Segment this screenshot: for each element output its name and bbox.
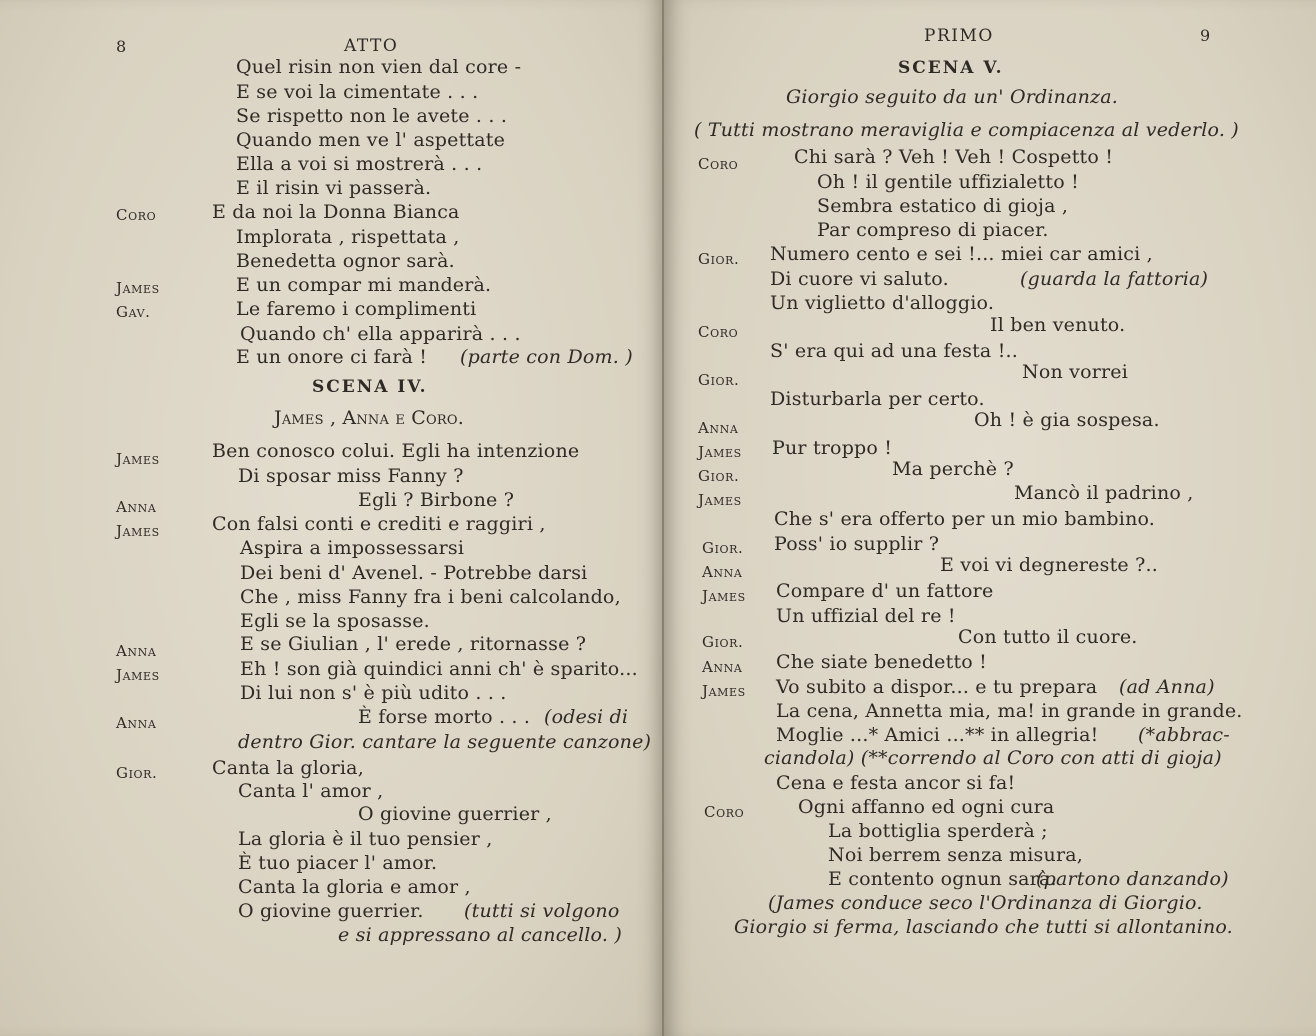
verse-line: Poss' io supplir ?: [774, 533, 940, 555]
verse-line: E contento ognun sarà.: [828, 868, 1057, 890]
verse-line: Che s' era offerto per un mio bambino.: [774, 508, 1156, 530]
speaker-label: Coro: [116, 206, 157, 224]
verse-line: Quando men ve l' aspettate: [236, 129, 506, 151]
verse-line: E se Giulian , l' erede , ritornasse ?: [240, 633, 587, 655]
right-page: [664, 0, 1316, 1036]
verse-line: Ma perchè ?: [892, 458, 1014, 480]
verse-line: È forse morto . . .: [358, 706, 531, 728]
page-number: 9: [1200, 26, 1211, 45]
verse-line: E da noi la Donna Bianca: [212, 201, 460, 223]
speaker-label: Gior.: [702, 539, 744, 557]
speaker-label: Gior.: [698, 467, 740, 485]
speaker-label: Coro: [704, 803, 745, 821]
verse-line: Dei beni d' Avenel. - Potrebbe darsi: [240, 562, 588, 584]
verse-line: Cena e festa ancor si fa!: [776, 772, 1016, 794]
speaker-label: James: [702, 587, 746, 605]
stage-direction: (parte con Dom. ): [460, 346, 633, 368]
speaker-label: James: [702, 682, 746, 700]
verse-line: O giovine guerrier ,: [358, 803, 552, 825]
verse-line: E voi vi degnereste ?..: [940, 554, 1158, 576]
speaker-label: James: [698, 443, 742, 461]
verse-line: Par compreso di piacer.: [817, 219, 1049, 241]
verse-line: Mancò il padrino ,: [1014, 482, 1194, 504]
verse-line: Compare d' un fattore: [776, 580, 994, 602]
verse-line: Ella a voi si mostrerà . . .: [236, 153, 483, 175]
speaker-label: Anna: [116, 498, 157, 516]
speaker-label: Anna: [116, 642, 157, 660]
stage-direction: (odesi di: [544, 706, 629, 728]
speaker-label: James: [116, 522, 160, 540]
verse-line: Quel risin non vien dal core -: [236, 56, 522, 78]
speaker-label: James: [116, 279, 160, 297]
stage-direction: (partono danzando): [1036, 868, 1229, 890]
verse-line: Noi berrem senza misura,: [828, 844, 1083, 866]
verse-line: Che siate benedetto !: [776, 651, 988, 673]
speaker-label: Coro: [698, 155, 739, 173]
verse-line: Di lui non s' è più udito . . .: [240, 682, 507, 704]
speaker-label: Gior.: [698, 250, 740, 268]
speaker-label: Anna: [116, 714, 157, 732]
stage-direction: (tutti si volgono: [464, 900, 620, 922]
speaker-label: James: [116, 666, 160, 684]
speaker-label: Gior.: [116, 764, 158, 782]
scene-characters: James , Anna e Coro.: [274, 407, 464, 429]
verse-line: Egli ? Birbone ?: [358, 489, 515, 511]
verse-line: Ben conosco colui. Egli ha intenzione: [212, 440, 580, 462]
speaker-label: James: [698, 491, 742, 509]
stage-direction: (guarda la fattoria): [1020, 268, 1209, 290]
verse-line: Aspira a impossessarsi: [240, 537, 465, 559]
stage-direction: (ad Anna): [1119, 676, 1215, 698]
verse-line: Disturbarla per certo.: [770, 388, 985, 410]
scene-characters: Giorgio seguito da un' Ordinanza.: [786, 86, 1119, 108]
verse-line: Di sposar miss Fanny ?: [238, 465, 464, 487]
speaker-label: Coro: [698, 323, 739, 341]
verse-line: Canta la gloria e amor ,: [238, 876, 471, 898]
verse-line: È tuo piacer l' amor.: [238, 852, 438, 874]
speaker-label: Anna: [698, 419, 739, 437]
speaker-label: James: [116, 450, 160, 468]
stage-direction: ( Tutti mostrano meraviglia e compiacenza al vederlo. ): [694, 119, 1239, 141]
verse-line: O giovine guerrier.: [238, 900, 424, 922]
verse-line: E il risin vi passerà.: [236, 177, 432, 199]
verse-line: Che , miss Fanny fra i beni calcolando,: [240, 586, 621, 608]
verse-line: Implorata , rispettata ,: [236, 226, 460, 248]
verse-line: Eh ! son già quindici anni ch' è sparito...: [240, 658, 638, 680]
verse-line: Canta l' amor ,: [238, 780, 384, 802]
speaker-label: Gav.: [116, 303, 151, 321]
verse-line: Benedetta ognor sarà.: [236, 250, 455, 272]
verse-line: Con falsi conti e crediti e raggiri ,: [212, 513, 546, 535]
running-header: ATTO: [344, 36, 399, 56]
verse-line: Con tutto il cuore.: [958, 626, 1138, 648]
verse-line: E un compar mi manderà.: [236, 274, 492, 296]
stage-direction: ciandola) (**correndo al Coro con atti di gioja): [764, 747, 1222, 769]
verse-line: Numero cento e sei !... miei car amici ,: [770, 243, 1153, 265]
stage-direction: (James conduce seco l'Ordinanza di Giorgio.: [768, 892, 1203, 914]
verse-line: La bottiglia sperderà ;: [828, 820, 1048, 842]
verse-line: Non vorrei: [1022, 361, 1128, 383]
speaker-label: Gior.: [702, 633, 744, 651]
verse-line: Vo subito a dispor... e tu prepara: [776, 676, 1098, 698]
verse-line: La cena, Annetta mia, ma! in grande in grande.: [776, 700, 1243, 722]
stage-direction: e si appressano al cancello. ): [338, 924, 622, 946]
running-header: PRIMO: [924, 26, 994, 46]
speaker-label: Anna: [702, 563, 743, 581]
verse-line: Un viglietto d'alloggio.: [770, 292, 995, 314]
stage-direction: dentro Gior. cantare la seguente canzone): [238, 731, 652, 753]
verse-line: Oh ! è gia sospesa.: [974, 409, 1160, 431]
verse-line: Sembra estatico di gioja ,: [817, 195, 1069, 217]
speaker-label: Gior.: [698, 371, 740, 389]
verse-line: Pur troppo !: [772, 437, 893, 459]
verse-line: Il ben venuto.: [990, 314, 1126, 336]
scene-title: SCENA V.: [898, 58, 1004, 78]
verse-line: Canta la gloria,: [212, 757, 364, 779]
stage-direction: Giorgio si ferma, lasciando che tutti si allontanino.: [734, 916, 1233, 938]
stage-direction: (*abbrac-: [1138, 724, 1230, 746]
verse-line: E un onore ci farà !: [236, 346, 428, 368]
verse-line: Di cuore vi saluto.: [770, 268, 949, 290]
verse-line: Ogni affanno ed ogni cura: [798, 796, 1055, 818]
verse-line: E se voi la cimentate . . .: [236, 81, 479, 103]
verse-line: Moglie ...* Amici ...** in allegria!: [776, 724, 1099, 746]
page-number: 8: [116, 37, 127, 56]
verse-line: S' era qui ad una festa !..: [770, 340, 1019, 362]
verse-line: Chi sarà ? Veh ! Veh ! Cospetto !: [794, 146, 1114, 168]
verse-line: La gloria è il tuo pensier ,: [238, 828, 493, 850]
verse-line: Le faremo i complimenti: [236, 298, 477, 320]
verse-line: Egli se la sposasse.: [240, 610, 430, 632]
verse-line: Un uffizial del re !: [776, 605, 956, 627]
verse-line: Quando ch' ella apparirà . . .: [240, 323, 521, 345]
verse-line: Se rispetto non le avete . . .: [236, 105, 508, 127]
scene-title: SCENA IV.: [312, 377, 428, 397]
speaker-label: Anna: [702, 658, 743, 676]
verse-line: Oh ! il gentile uffizialetto !: [817, 171, 1079, 193]
